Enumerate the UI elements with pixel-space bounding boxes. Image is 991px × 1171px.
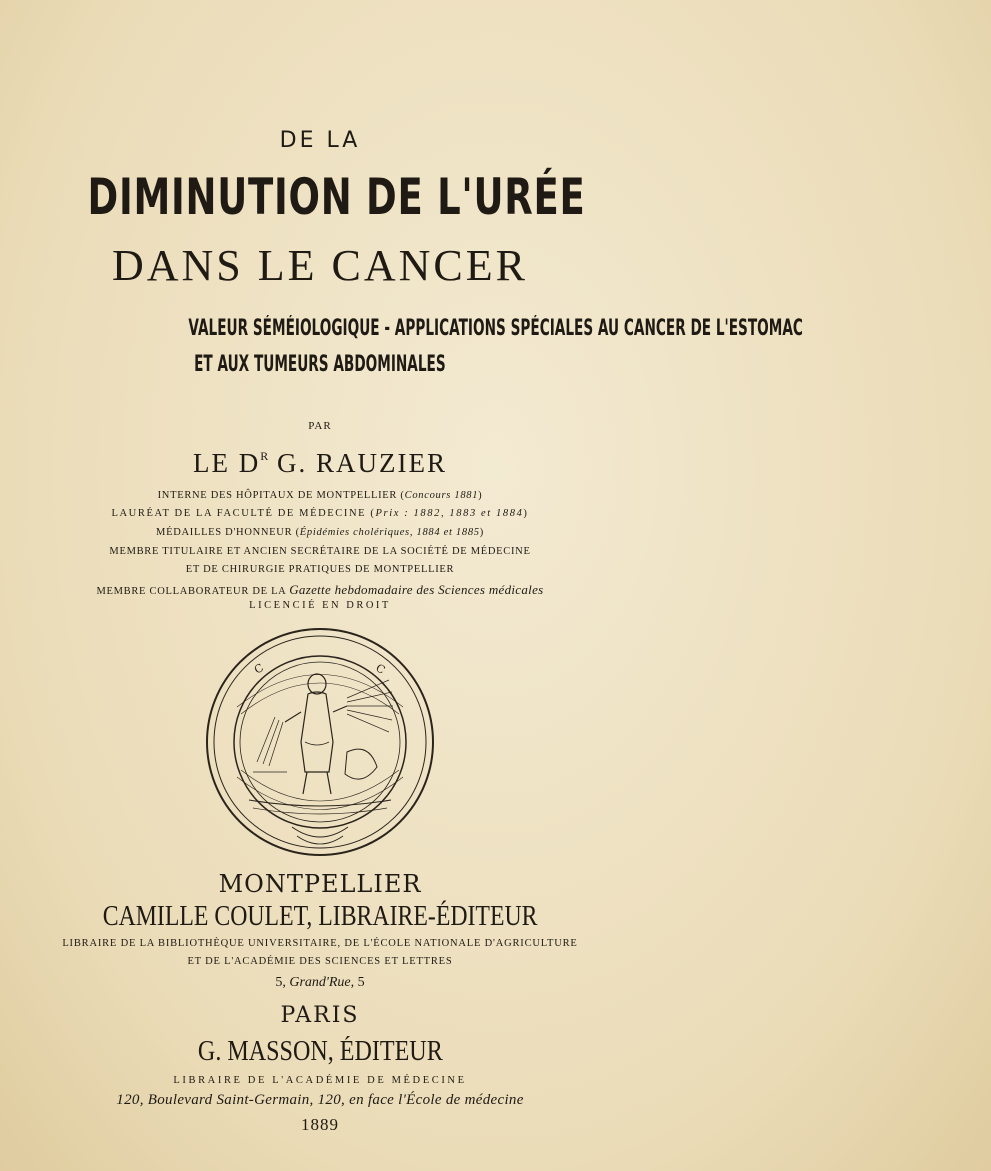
svg-text:C: C bbox=[373, 661, 388, 677]
credential-5: ET DE CHIRURGIE PRATIQUES DE MONTPELLIER bbox=[185, 564, 455, 575]
by-label: PAR bbox=[308, 420, 332, 432]
city-paris: PARIS bbox=[280, 1003, 360, 1028]
author: LE $D^R$ G. RAUZIER bbox=[193, 448, 447, 478]
address-montpellier: 5, Grand'Rue, 5 bbox=[275, 975, 365, 990]
credential-6: MEMBRE COLLABORATEUR DE LA Gazette hebdomadaire des Sciences médicales bbox=[96, 582, 544, 597]
publisher-1-desc-1: LIBRAIRE DE LA BIBLIOTHÈQUE UNIVERSITAIRE, DE L'ÉCOLE NATIONALE D'AGRICULTURE bbox=[62, 938, 578, 949]
city-montpellier: MONTPELLIER bbox=[218, 870, 422, 898]
svg-text:C: C bbox=[252, 661, 266, 677]
credential-4: MEMBRE TITULAIRE ET ANCIEN SECRÉTAIRE DE LA SOCIÉTÉ DE MÉDECINE bbox=[109, 546, 531, 557]
title-line-1: DIMINUTION DE L'URÉE bbox=[87, 168, 586, 226]
publication-year: 1889 bbox=[301, 1115, 339, 1134]
subtitle-line-2: ET AUX TUMEURS ABDOMINALES bbox=[194, 352, 446, 377]
credential-1: INTERNE DES HÔPITAUX DE MONTPELLIER (Concours 1881) bbox=[157, 490, 483, 501]
title-line-2: DANS LE CANCER bbox=[111, 241, 529, 290]
publisher-2-desc: LIBRAIRE DE L'ACADÉMIE DE MÉDECINE bbox=[173, 1075, 467, 1086]
subtitle-line-1: VALEUR SÉMÉIOLOGIQUE - APPLICATIONS SPÉCIALES AU CANCER DE L'ESTOMAC bbox=[188, 316, 803, 341]
credential-7: LICENCIÉ EN DROIT bbox=[249, 600, 391, 611]
publisher-1-desc-2: ET DE L'ACADÉMIE DES SCIENCES ET LETTRES bbox=[187, 956, 453, 967]
credential-2: LAURÉAT DE LA FACULTÉ DE MÉDECINE (Prix : 1882, 1883 et 1884) bbox=[111, 508, 529, 519]
credential-3: MÉDAILLES D'HONNEUR (Épidémies cholériques, 1884 et 1885) bbox=[156, 527, 484, 538]
address-paris: 120, Boulevard Saint-Germain, 120, en face l'École de médecine bbox=[116, 1092, 524, 1108]
publisher-2: G. MASSON, ÉDITEUR bbox=[197, 1036, 443, 1067]
publisher-1: CAMILLE COULET, LIBRAIRE-ÉDITEUR bbox=[102, 900, 538, 932]
pretitle: DE LA bbox=[279, 128, 361, 153]
publisher-seal-icon bbox=[197, 622, 443, 862]
